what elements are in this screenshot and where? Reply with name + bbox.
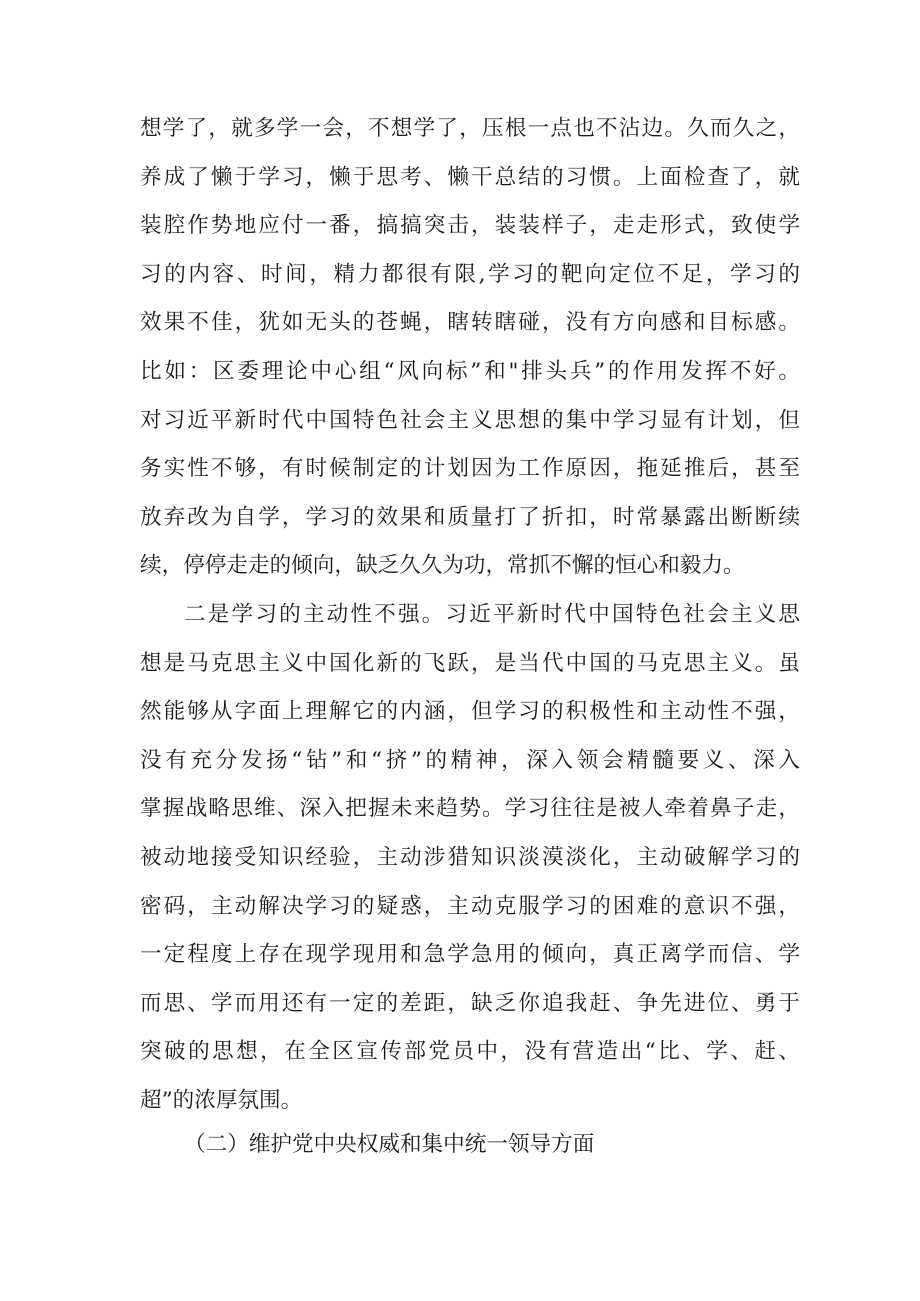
paragraph-1-line-8: 务实性不够，有时候制定的计划因为工作原因，拖延推后，甚至: [140, 456, 800, 482]
paragraph-1-line-4: 习的内容、时间，精力都很有限,学习的靶向定位不足，学习的: [140, 261, 800, 287]
paragraph-1-line-9: 放弃改为自学，学习的效果和质量打了折扣，时常暴露出断断续: [140, 504, 800, 530]
paragraph-2-line-2: 想是马克思主义中国化新的飞跃，是当代中国的马克思主义。虽: [140, 650, 800, 676]
paragraph-1-line-1: 想学了，就多学一会，不想学了，压根一点也不沾边。久而久之，: [140, 116, 800, 141]
paragraph-2-line-8: 一定程度上存在现学现用和急学急用的倾向，真正离学而信、学: [140, 942, 800, 968]
paragraph-2-line-4: 没有充分发扬“钻”和“挤”的精神，深入领会精髓要义、深入: [140, 747, 800, 773]
paragraph-2-line-5: 掌握战略思维、深入把握未来趋势。学习往往是被人牵着鼻子走，: [140, 796, 800, 822]
paragraph-1-line-10: 续，停停走走的倾向，缺乏久久为功，常抓不懈的恒心和毅力。: [140, 553, 745, 579]
section-heading: （二）维护党中央权威和集中统一领导方面: [184, 1132, 595, 1157]
paragraph-2-line-3: 然能够从字面上理解它的内涵，但学习的积极性和主动性不强，: [140, 699, 800, 725]
paragraph-1-line-2: 养成了懒于学习，懒于思考、懒干总结的习惯。上面检查了，就: [140, 164, 800, 190]
paragraph-1-line-7: 对习近平新时代中国特色社会主义思想的集中学习显有计划，但: [140, 407, 800, 433]
paragraph-2-line-11: 超”的浓厚氛围。: [140, 1087, 303, 1113]
paragraph-2-line-10: 突破的思想，在全区宣传部党员中，没有营造出“比、学、赶、: [140, 1039, 800, 1065]
paragraph-2-line-1: 二是学习的主动性不强。习近平新时代中国特色社会主义思: [184, 601, 800, 627]
paragraph-1-line-5: 效果不佳，犹如无头的苍蝇，瞎转瞎碰，没有方向感和目标感。: [140, 310, 800, 336]
paragraph-1-line-3: 装腔作势地应付一番，搞搞突击，装装样子，走走形式，致使学: [140, 213, 800, 239]
body-text: [140, 105, 800, 1125]
paragraph-2-line-7: 密码，主动解决学习的疑惑，主动克服学习的困难的意识不强，: [140, 893, 800, 919]
paragraph-2-line-9: 而思、学而用还有一定的差距，缺乏你追我赶、争先进位、勇于: [140, 990, 800, 1016]
paragraph-1-line-6: 比如：区委理论中心组“风向标”和"排头兵”的作用发挥不好。: [140, 358, 800, 384]
paragraph-2-line-6: 被动地接受知识经验，主动涉猎知识淡漠淡化，主动破解学习的: [140, 844, 800, 870]
